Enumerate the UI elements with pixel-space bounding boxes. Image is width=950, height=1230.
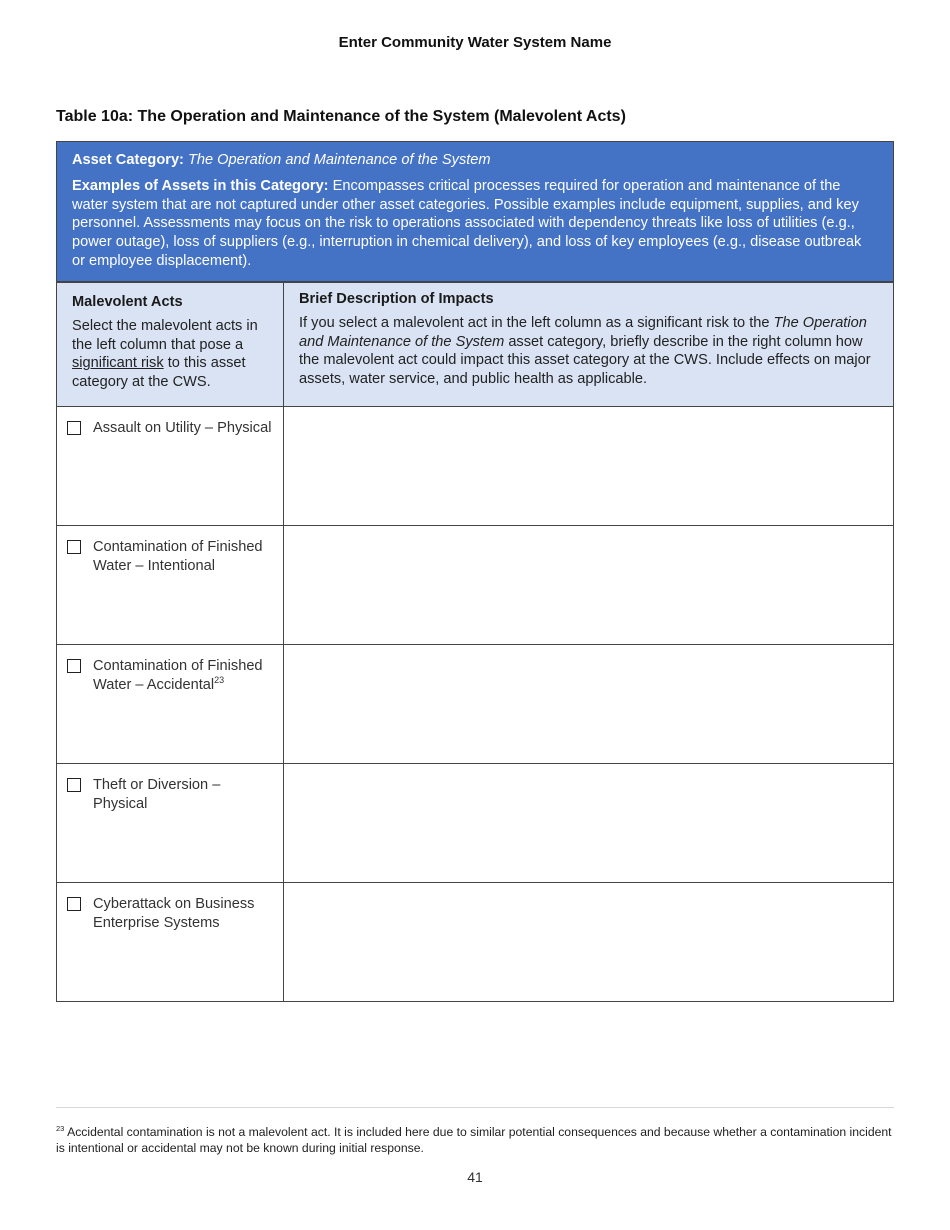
act-checkbox-cyberattack[interactable]	[67, 897, 81, 911]
page-number: 41	[467, 1169, 483, 1185]
act-cell	[57, 526, 284, 644]
act-row-contamination-accidental	[57, 644, 893, 763]
act-checkbox-theft[interactable]	[67, 778, 81, 792]
asset-category-band	[57, 142, 893, 282]
act-row-contamination-intentional	[57, 525, 893, 644]
act-label: Contamination of Finished Water – Intentional	[93, 538, 263, 574]
act-checkbox-contamination-intentional[interactable]	[67, 540, 81, 554]
act-cell	[57, 407, 284, 525]
right-instructions-category: The Operation and Maintenance of the System	[299, 314, 867, 350]
act-checkbox-assault[interactable]	[67, 421, 81, 435]
act-row-assault	[57, 406, 893, 525]
malevolent-acts-instructions	[72, 317, 268, 392]
malevolent-acts-table	[56, 141, 894, 1002]
column-header-row	[57, 282, 893, 406]
left-instructions-start: Select the malevolent acts in the left column that pose a	[72, 317, 258, 353]
impact-description-field[interactable]	[284, 883, 893, 1001]
asset-examples	[72, 177, 878, 271]
asset-category-label: Asset Category:	[72, 152, 184, 168]
asset-examples-label: Examples of Assets in this Category:	[72, 177, 329, 194]
act-label: Cyberattack on Business Enterprise Systems	[93, 895, 255, 931]
act-row-theft	[57, 763, 893, 882]
act-cell	[57, 883, 284, 1001]
impacts-title: Brief Description of Impacts	[299, 290, 494, 307]
impact-description-field[interactable]	[284, 764, 893, 882]
table-title: Table 10a: The Operation and Maintenance of the System (Malevolent Acts)	[56, 108, 626, 125]
asset-examples-text: Encompasses critical processes required for operation and maintenance of the water system that are not captured under other asset categories. Possible examples include equipment, supplies, and key personnel. Assessments may focus on the risk to operations associated with dependency threats like loss of utilities (e.g., power outage), loss of suppliers (e.g., interruption in chemical delivery), and loss of key employees (e.g., disease outbreak or employee displacement).	[72, 177, 862, 269]
act-cell	[57, 764, 284, 882]
footnote	[56, 1125, 894, 1156]
impacts-header	[284, 283, 893, 406]
footnote-number: 23	[56, 1123, 65, 1133]
right-instructions-end: asset category, briefly describe in the right column how the malevolent act could impact this asset category at the CWS. Include effects on major assets, water service, and public health as applicable.	[299, 333, 871, 388]
act-label: Assault on Utility – Physical	[93, 419, 272, 436]
asset-category-line	[72, 151, 878, 170]
impact-description-field[interactable]	[284, 645, 893, 763]
footnote-divider	[56, 1107, 894, 1108]
act-cell	[57, 645, 284, 763]
impact-description-field[interactable]	[284, 526, 893, 644]
impacts-instructions	[299, 314, 878, 389]
document-header-title[interactable]: Enter Community Water System Name	[338, 34, 612, 51]
act-label: Theft or Diversion – Physical	[93, 776, 221, 812]
act-label: Contamination of Finished Water – Accidental$^{23}$	[93, 657, 263, 693]
right-instructions-start: If you select a malevolent act in the left column as a significant risk to the	[299, 314, 770, 331]
asset-category-name: The Operation and Maintenance of the System	[187, 152, 491, 168]
footnote-reference: 23	[214, 674, 225, 685]
malevolent-acts-title: Malevolent Acts	[72, 293, 183, 310]
left-instructions-end: to this asset category at the CWS.	[72, 355, 246, 391]
malevolent-acts-header	[57, 283, 284, 406]
act-checkbox-contamination-accidental[interactable]	[67, 659, 81, 673]
footnote-text: Accidental contamination is not a malevolent act. It is included here due to similar potential consequences and because whether a contamination incident is intentional or accidental may not be known during initial response.	[56, 1125, 892, 1155]
act-row-cyberattack	[57, 882, 893, 1001]
significant-risk-term: significant risk	[72, 355, 164, 372]
impact-description-field[interactable]	[284, 407, 893, 525]
